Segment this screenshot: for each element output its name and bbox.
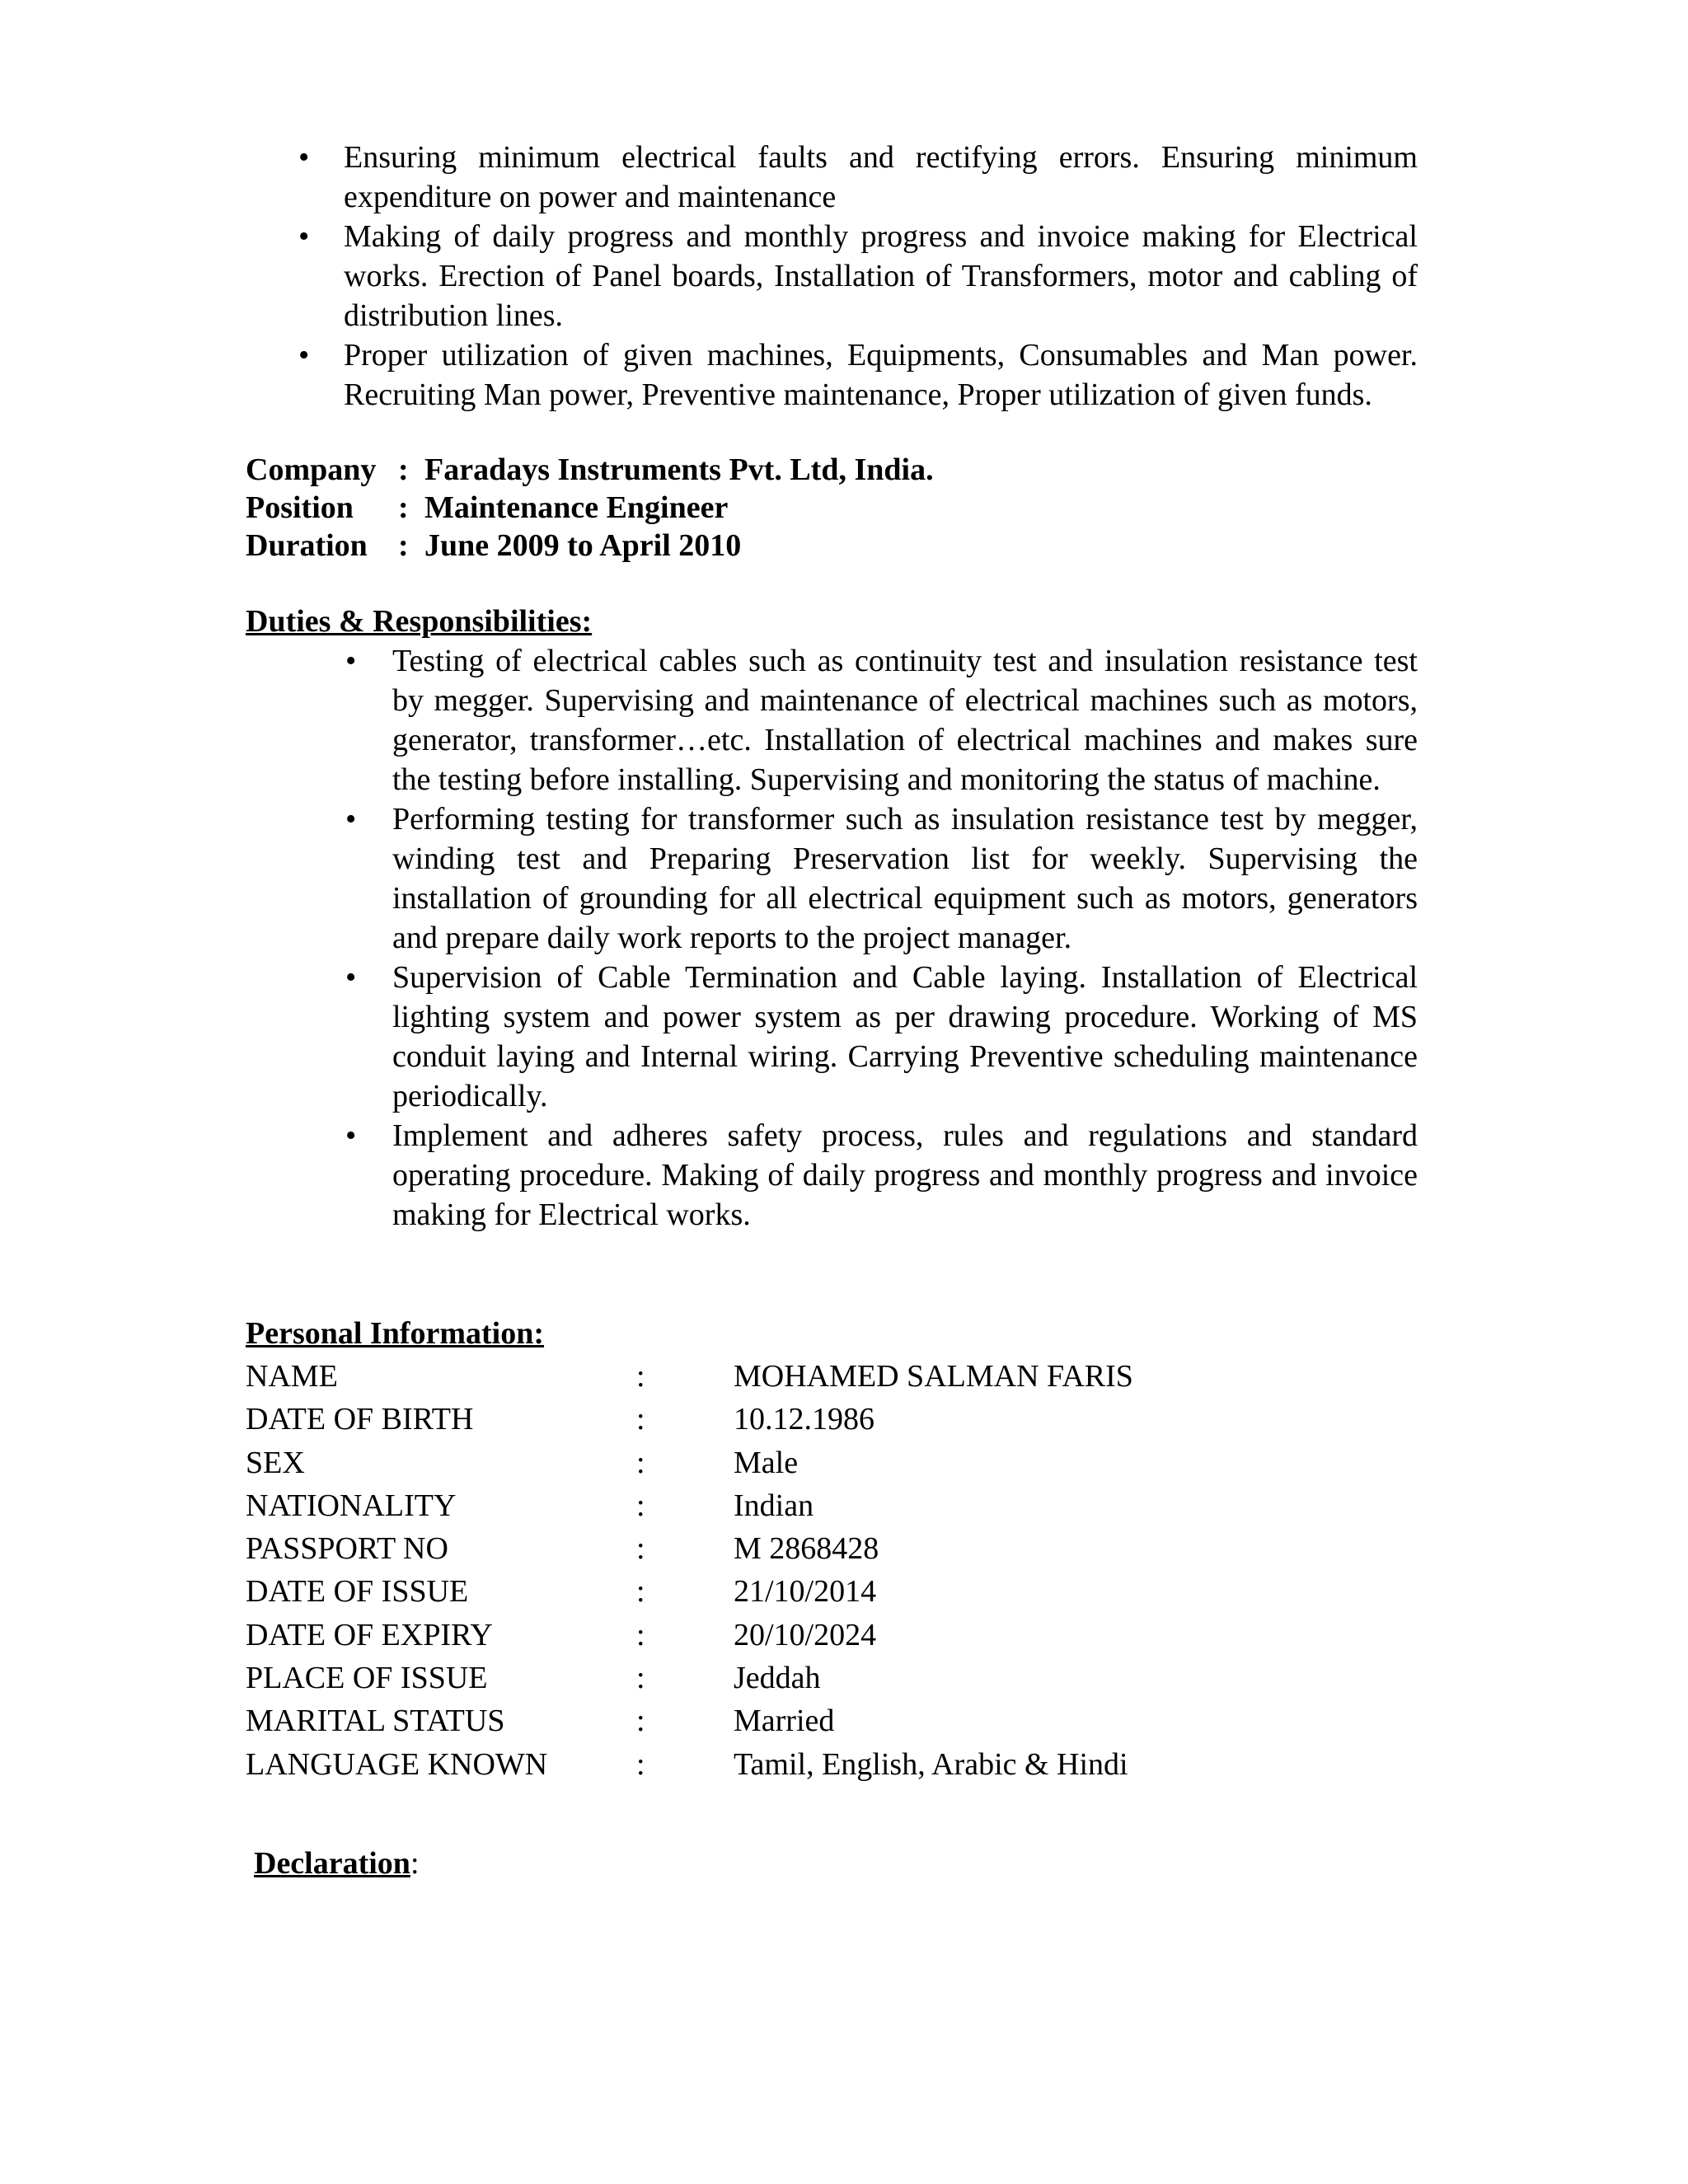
separator: : bbox=[398, 528, 409, 563]
duration-value: June 2009 to April 2010 bbox=[424, 528, 742, 563]
info-value: Male bbox=[734, 1445, 799, 1480]
separator: : bbox=[636, 1531, 645, 1567]
info-value: Indian bbox=[734, 1488, 814, 1523]
duties-heading: Duties & Responsibilities: bbox=[246, 604, 593, 639]
info-label: DATE OF EXPIRY bbox=[246, 1617, 493, 1652]
list-item-text: Making of daily progress and monthly progress and invoice making for Electrical works. Erection of Panel boards, Installation of Transformers, motor and cabling of distribution lines. bbox=[344, 219, 1418, 333]
list-item bbox=[298, 217, 1418, 335]
info-label: SEX bbox=[246, 1445, 305, 1480]
info-value: M 2868428 bbox=[734, 1531, 879, 1567]
separator: : bbox=[636, 1445, 645, 1480]
info-value: 21/10/2014 bbox=[734, 1574, 877, 1610]
declaration-colon: : bbox=[410, 1846, 420, 1881]
list-item bbox=[298, 138, 1418, 217]
info-value: Tamil, English, Arabic & Hindi bbox=[734, 1746, 1128, 1782]
list-item-text: Supervision of Cable Termination and Cable laying. Installation of Electrical lighting system and power system as per drawing procedure. Working of MS conduit laying and Internal wiring. Carrying Preventive scheduling maintenance periodically. bbox=[392, 960, 1418, 1113]
list-item bbox=[345, 958, 1418, 1116]
separator: : bbox=[398, 452, 409, 487]
info-label: MARITAL STATUS bbox=[246, 1704, 505, 1739]
separator: : bbox=[636, 1402, 645, 1437]
info-label: LANGUAGE KNOWN bbox=[246, 1746, 548, 1782]
info-value: Jeddah bbox=[734, 1661, 821, 1696]
list-item-text: Performing testing for transformer such as insulation resistance test by megger, winding test and Preparing Preservation list for weekly. Supervising the installation of grounding for all electrical equipment such as motors, generators and prepare daily work reports to the project manager. bbox=[392, 802, 1418, 955]
bullet-icon: • bbox=[298, 338, 310, 373]
separator: : bbox=[636, 1488, 645, 1523]
info-value: MOHAMED SALMAN FARIS bbox=[734, 1359, 1133, 1394]
list-item-text: Testing of electrical cables such as continuity test and insulation resistance test by megger. Supervising and maintenance of electrical machines such as motors, generator, transformer…etc. Installation of electrical machines and makes sure the testing before installing. Supervising and monitoring the status of machine. bbox=[392, 644, 1418, 797]
list-item-text: Ensuring minimum electrical faults and rectifying errors. Ensuring minimum expenditure on power and maintenance bbox=[344, 140, 1418, 214]
separator: : bbox=[398, 490, 409, 525]
list-item bbox=[345, 641, 1418, 799]
bullet-icon: • bbox=[345, 644, 357, 678]
info-value: 10.12.1986 bbox=[734, 1402, 874, 1437]
company-label: Company bbox=[246, 452, 377, 487]
duties-list bbox=[345, 641, 1418, 1235]
separator: : bbox=[636, 1704, 645, 1739]
personal-info-heading: Personal Information: bbox=[246, 1316, 545, 1351]
company-value: Faradays Instruments Pvt. Ltd, India. bbox=[424, 452, 934, 487]
list-item bbox=[345, 799, 1418, 958]
info-value: 20/10/2024 bbox=[734, 1617, 877, 1652]
separator: : bbox=[636, 1574, 645, 1610]
declaration-heading bbox=[254, 1844, 420, 1883]
position-value: Maintenance Engineer bbox=[424, 490, 729, 525]
info-label: DATE OF BIRTH bbox=[246, 1402, 474, 1437]
separator: : bbox=[636, 1359, 645, 1394]
bullet-icon: • bbox=[345, 802, 357, 837]
info-label: DATE OF ISSUE bbox=[246, 1574, 469, 1610]
separator: : bbox=[636, 1661, 645, 1696]
info-label: PASSPORT NO bbox=[246, 1531, 448, 1567]
declaration-heading-text: Declaration bbox=[254, 1846, 410, 1881]
separator: : bbox=[636, 1746, 645, 1782]
info-label: PLACE OF ISSUE bbox=[246, 1661, 488, 1696]
bullet-icon: • bbox=[298, 219, 310, 254]
separator: : bbox=[636, 1617, 645, 1652]
list-item-text: Proper utilization of given machines, Equipments, Consumables and Man power. Recruiting Man power, Preventive maintenance, Proper utilization of given funds. bbox=[344, 338, 1418, 412]
duration-label: Duration bbox=[246, 528, 368, 563]
bullet-icon: • bbox=[345, 1118, 357, 1153]
responsibilities-list-continued bbox=[298, 138, 1418, 415]
position-label: Position bbox=[246, 490, 354, 525]
list-item bbox=[298, 335, 1418, 415]
list-item-text: Implement and adheres safety process, rules and regulations and standard operating procedure. Making of daily progress and monthly progress and invoice making for Electrical works. bbox=[392, 1118, 1418, 1232]
info-value: Married bbox=[734, 1704, 835, 1739]
bullet-icon: • bbox=[345, 960, 357, 995]
list-item bbox=[345, 1116, 1418, 1235]
bullet-icon: • bbox=[298, 140, 310, 175]
info-label: NAME bbox=[246, 1359, 338, 1394]
info-label: NATIONALITY bbox=[246, 1488, 457, 1523]
